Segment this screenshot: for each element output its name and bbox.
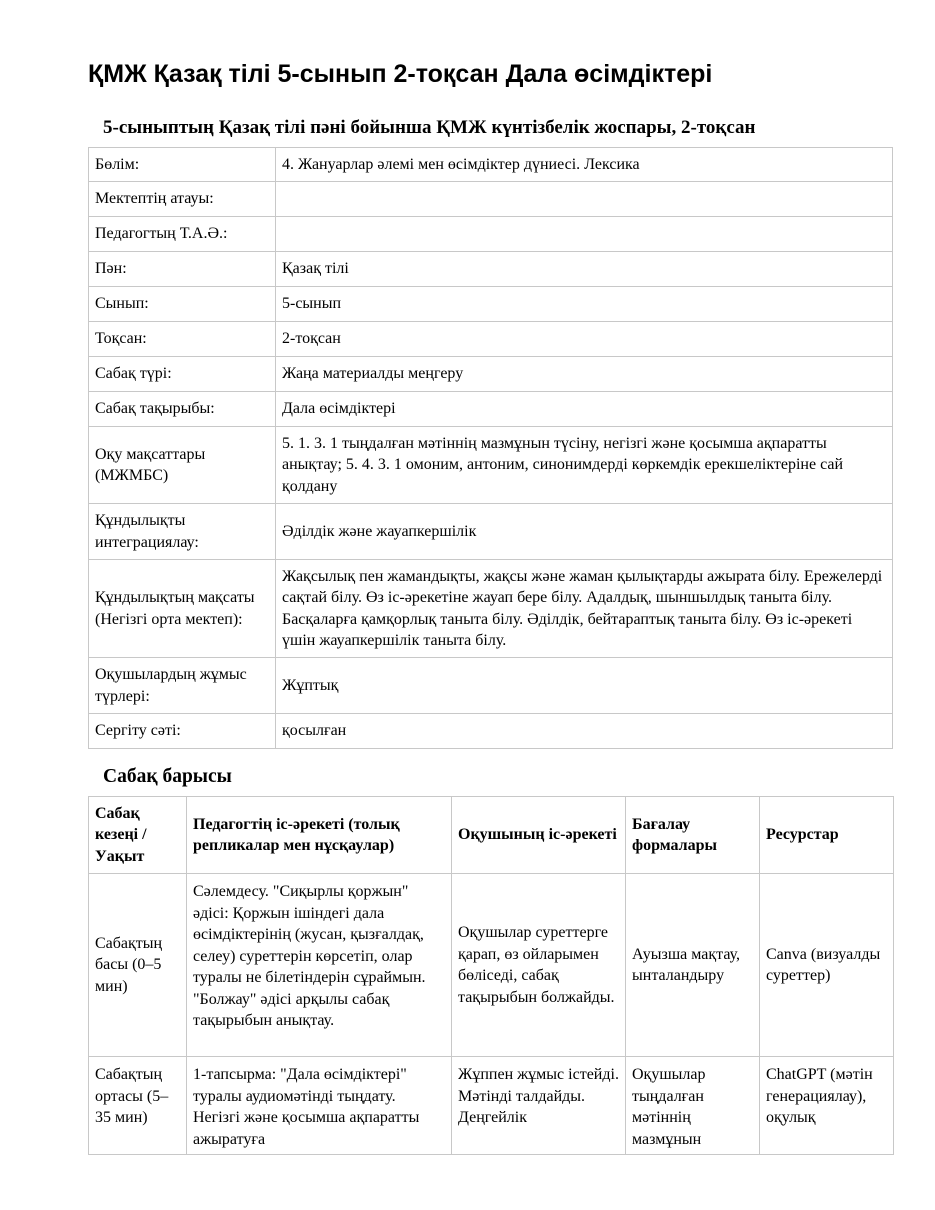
table-row bbox=[89, 287, 893, 322]
info-label: Педагогтың Т.А.Ә.: bbox=[89, 217, 276, 252]
info-value bbox=[276, 217, 893, 252]
info-label: Сынып: bbox=[89, 287, 276, 322]
info-value: Әділдік және жауапкершілік bbox=[276, 504, 893, 560]
document-subtitle: 5-сыныптың Қазақ тілі пәні бойынша ҚМЖ күнтізбелік жоспары, 2-тоқсан bbox=[103, 117, 756, 138]
info-value: 4. Жануарлар әлемі мен өсімдіктер дүниесі. Лексика bbox=[276, 148, 893, 182]
info-value: 2-тоқсан bbox=[276, 322, 893, 357]
info-label: Оқушылардың жұмыс түрлері: bbox=[89, 658, 276, 714]
header-resources: Ресурстар bbox=[760, 797, 894, 874]
info-label: Құндылықты интеграциялау: bbox=[89, 504, 276, 560]
header-assessment: Бағалау формалары bbox=[626, 797, 760, 874]
table-row bbox=[89, 357, 893, 392]
assessment-cell: Ауызша мақтау, ынталандыру bbox=[626, 874, 760, 1057]
info-value: Жұптық bbox=[276, 658, 893, 714]
info-value: Дала өсімдіктері bbox=[276, 392, 893, 427]
info-label: Пән: bbox=[89, 252, 276, 287]
stage-cell: Сабақтың басы (0–5 мин) bbox=[89, 874, 187, 1057]
table-row bbox=[89, 1057, 894, 1155]
info-value bbox=[276, 182, 893, 217]
info-label: Бөлім: bbox=[89, 148, 276, 182]
page-title: ҚМЖ Қазақ тілі 5-сынып 2-тоқсан Дала өсімдіктері bbox=[88, 60, 713, 88]
info-label: Сабақ тақырыбы: bbox=[89, 392, 276, 427]
lesson-info-table bbox=[88, 147, 893, 749]
table-header-row bbox=[89, 797, 894, 874]
table-row bbox=[89, 714, 893, 749]
info-value: Жаңа материалды меңгеру bbox=[276, 357, 893, 392]
header-teacher: Педагогтің іс-әрекеті (толық репликалар мен нұсқаулар) bbox=[187, 797, 452, 874]
info-label: Оқу мақсаттары (МЖМБС) bbox=[89, 427, 276, 504]
info-label: Сергіту сәті: bbox=[89, 714, 276, 749]
info-label: Құндылықтың мақсаты (Негізгі орта мектеп): bbox=[89, 560, 276, 658]
info-value: 5-сынып bbox=[276, 287, 893, 322]
table-row bbox=[89, 322, 893, 357]
info-label: Мектептің атауы: bbox=[89, 182, 276, 217]
table-row bbox=[89, 217, 893, 252]
info-value: 5. 1. 3. 1 тыңдалған мәтіннің мазмұнын түсіну, негізгі және қосымша ақпаратты анықтау; 5. 4. 3. 1 омоним, антоним, синонимдерді көркемдік ерекшеліктеріне сай қолдану bbox=[276, 427, 893, 504]
table-row bbox=[89, 252, 893, 287]
student-cell: Оқушылар суреттерге қарап, өз ойларымен бөліседі, сабақ тақырыбын болжайды. bbox=[452, 874, 626, 1057]
student-cell: Жұппен жұмыс істейді. Мәтінді талдайды. Деңгейлік bbox=[452, 1057, 626, 1155]
assessment-cell: Оқушылар тыңдалған мәтіннің мазмұнын bbox=[626, 1057, 760, 1155]
teacher-cell: Сәлемдесу. "Сиқырлы қоржын" әдісі: Қоржын ішіндегі дала өсімдіктерінің (жусан, қызғалдақ, селеу) суреттерін көрсетіп, олар туралы не білетіндерін сұраймын. "Болжау" әдісі арқылы сабақ тақырыбын анықтау. bbox=[187, 874, 452, 1057]
table-row bbox=[89, 874, 894, 1057]
table-row bbox=[89, 560, 893, 658]
table-row bbox=[89, 504, 893, 560]
table-row bbox=[89, 658, 893, 714]
info-value: Жақсылық пен жамандықты, жақсы және жаман қылықтарды ажырата білу. Ережелерді сақтай білу. Өз іс-әрекетіне жауап бере білу. Адалдық, шыншылдық таныта білу. Басқаларға қамқорлық таныта білу. Әділдік, бейтараптық таныта білу. Өз іс-әрекеті үшін жауапкершілік таныта білу. bbox=[276, 560, 893, 658]
table-row bbox=[89, 392, 893, 427]
info-label: Тоқсан: bbox=[89, 322, 276, 357]
section-title-lesson-flow: Сабақ барысы bbox=[103, 766, 232, 787]
table-row bbox=[89, 427, 893, 504]
table-row bbox=[89, 182, 893, 217]
header-stage: Сабақ кезеңі / Уақыт bbox=[89, 797, 187, 874]
table-row bbox=[89, 148, 893, 182]
info-value: Қазақ тілі bbox=[276, 252, 893, 287]
info-label: Сабақ түрі: bbox=[89, 357, 276, 392]
stage-cell: Сабақтың ортасы (5–35 мин) bbox=[89, 1057, 187, 1155]
resources-cell: Canva (визуалды суреттер) bbox=[760, 874, 894, 1057]
teacher-cell: 1-тапсырма: "Дала өсімдіктері" туралы аудиомәтінді тыңдату. Негізгі және қосымша ақпаратты ажыратуға bbox=[187, 1057, 452, 1155]
lesson-flow-table bbox=[88, 796, 894, 1155]
resources-cell: ChatGPT (мәтін генерациялау), оқулық bbox=[760, 1057, 894, 1155]
info-value: қосылған bbox=[276, 714, 893, 749]
header-student: Оқушының іс-әрекеті bbox=[452, 797, 626, 874]
